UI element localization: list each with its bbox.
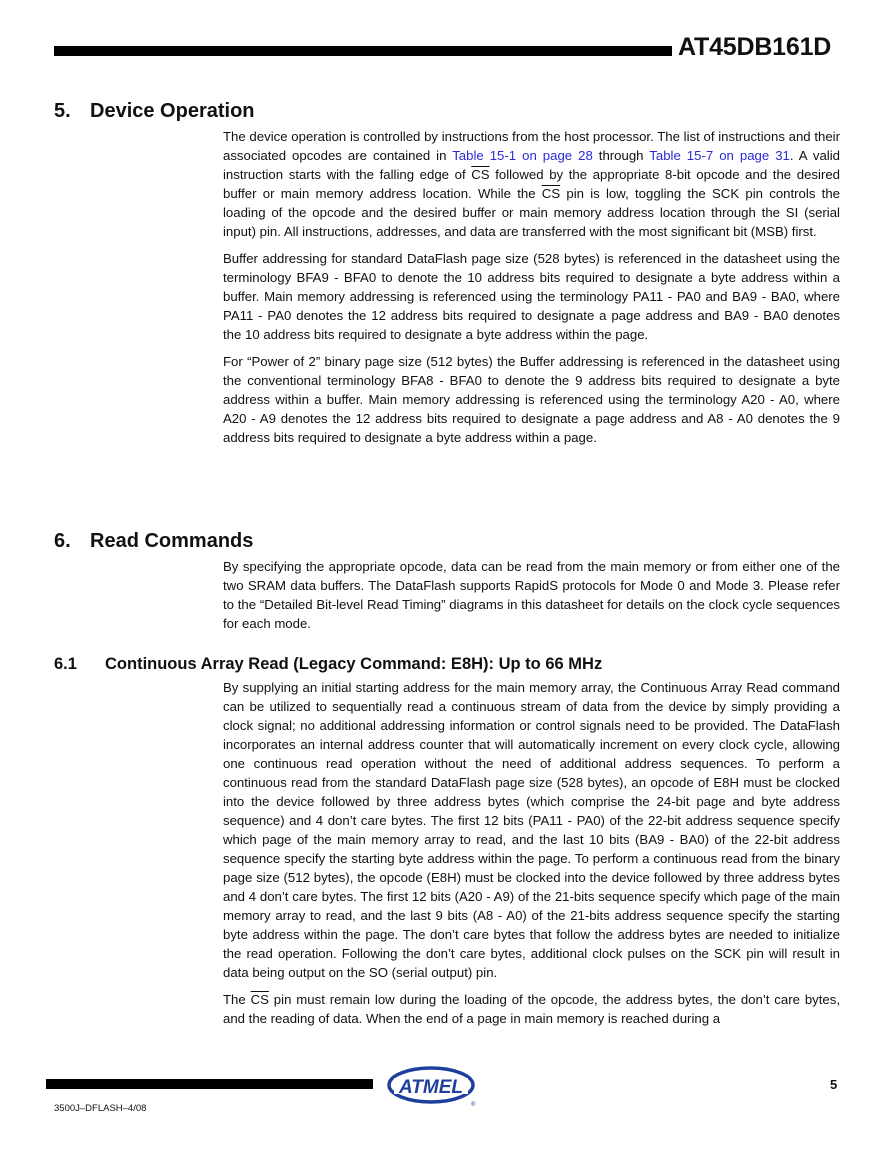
section-6-body (223, 557, 840, 641)
header-rule (54, 46, 672, 56)
paragraph: By supplying an initial starting address for the main memory array, the Continuous Array Read command can be utilized to sequentially read a continuous stream of data from the device by simply providing a clock signal; no additional addressing information or control signals need to be provided. The DataFlash incorporates an internal address counter that will automatically increment on every clock cycle, allowing one continuous read operation without the need of additional address sequences. To perform a continuous read from the standard DataFlash page size (528 bytes), an opcode of E8H must be clocked into the device followed by three address bytes (which comprise the 24-bit page and byte address sequence) and 4 don’t care bytes. The first 12 bits (PA11 - PA0) of the 22-bit address sequence specify which page of the main memory array to read, and the last 10 bits (BA9 - BA0) of the 22-bit address sequence specify the starting byte address within the page. To perform a continuous read from the binary page size (512 bytes), the opcode (E8H) must be clocked into the device followed by three address bytes and 4 don’t care bytes. The first 12 bits (A20 - A9) of the 21-bits sequence specify which page of the main memory array to read, and the last 9 bits (A8 - A0) of the 21-bits address sequence specify the starting byte address within the page. The don’t care bytes that follow the address bytes are needed to initialize the read operation. Following the don’t care bytes, additional clock pulses on the SCK pin will result in data being output on the SO (serial output) pin. (223, 680, 840, 980)
text-run: pin is low, toggling the SCK pin controls the loading of the opcode and the desired buffer or main memory address location through the SI (serial input) pin. All instructions, addresses, and data are transferred with the most significant bit (MSB) first. (223, 186, 840, 239)
atmel-logo-icon (386, 1063, 476, 1107)
section-title: Device Operation (90, 100, 255, 122)
paragraph: Buffer addressing for standard DataFlash page size (528 bytes) is referenced in the datasheet using the terminology BFA9 - BFA0 to denote the 10 address bits required to designate a byte address within a buffer. Main memory addressing is referenced using the terminology PA11 - PA0 and BA9 - BA0, where PA11 - PA0 denotes the 12 address bits required to designate a page address and BA9 - BA0 denotes the 10 address bits required to designate a byte address within the page. (223, 251, 840, 342)
document-title: AT45DB161D (678, 33, 832, 61)
section-number: 6. (54, 530, 71, 552)
table-15-7-link[interactable]: Table 15-7 on page 31 (649, 148, 790, 163)
text-run: . A valid instruction starts with the falling edge of (223, 148, 840, 182)
paragraph (223, 990, 840, 1028)
paragraph: For “Power of 2” binary page size (512 bytes) the Buffer addressing is referenced in the datasheet using the conventional terminology BFA8 - BFA0 to denote the 9 address bits required to designate a byte address within a buffer. Main memory addressing is referenced using the terminology A20 - A0, where A20 - A9 denotes the 12 address bits required to designate a page address and A8 - A0 denotes the 9 address bits required to designate a byte address within a page. (223, 354, 840, 445)
cs-signal: $\overline{CS}$ (541, 186, 561, 201)
section-6-heading (54, 530, 253, 553)
section-title: Continuous Array Read (Legacy Command: E8H): Up to 66 MHz (105, 655, 603, 673)
text-run: The device operation is controlled by instructions from the host processor. The list of instructions and their associated opcodes are contained in (223, 129, 840, 163)
footer-rule (46, 1079, 373, 1089)
paragraph (223, 127, 840, 241)
logo-wordmark: ATMEL (398, 1077, 464, 1098)
document-code: 3500J–DFLASH–4/08 (54, 1103, 147, 1114)
section-5-body (223, 127, 840, 455)
text-run: through (592, 148, 650, 163)
section-6-1-heading (54, 655, 602, 674)
section-5-heading (54, 100, 255, 123)
text-run: followed by the appropriate 8-bit opcode and the desired buffer or main memory address location. While the (223, 167, 840, 201)
section-number: 6.1 (54, 655, 77, 673)
text-run: pin must remain low during the loading of the opcode, the address bytes, the don’t care bytes, and the reading of data. When the end of a page in main memory is reached during a (223, 992, 841, 1026)
cs-signal: $\overline{CS}$ (250, 992, 269, 1007)
paragraph: By specifying the appropriate opcode, data can be read from the main memory or from either one of the two SRAM data buffers. The DataFlash supports RapidS protocols for Mode 0 and Mode 3. Please refer to the “Detailed Bit-level Read Timing” diagrams in this datasheet for details on the clock cycle sequences for each mode. (223, 559, 840, 631)
section-6-1-body (223, 678, 840, 1036)
cs-signal: $\overline{CS}$ (471, 167, 490, 182)
text-run: The (223, 992, 251, 1007)
svg-text:®: ® (471, 1102, 476, 1107)
page-number: 5 (830, 1077, 838, 1092)
table-15-1-link[interactable]: Table 15-1 on page 28 (452, 148, 593, 163)
section-number: 5. (54, 100, 71, 122)
section-title: Read Commands (90, 530, 254, 552)
